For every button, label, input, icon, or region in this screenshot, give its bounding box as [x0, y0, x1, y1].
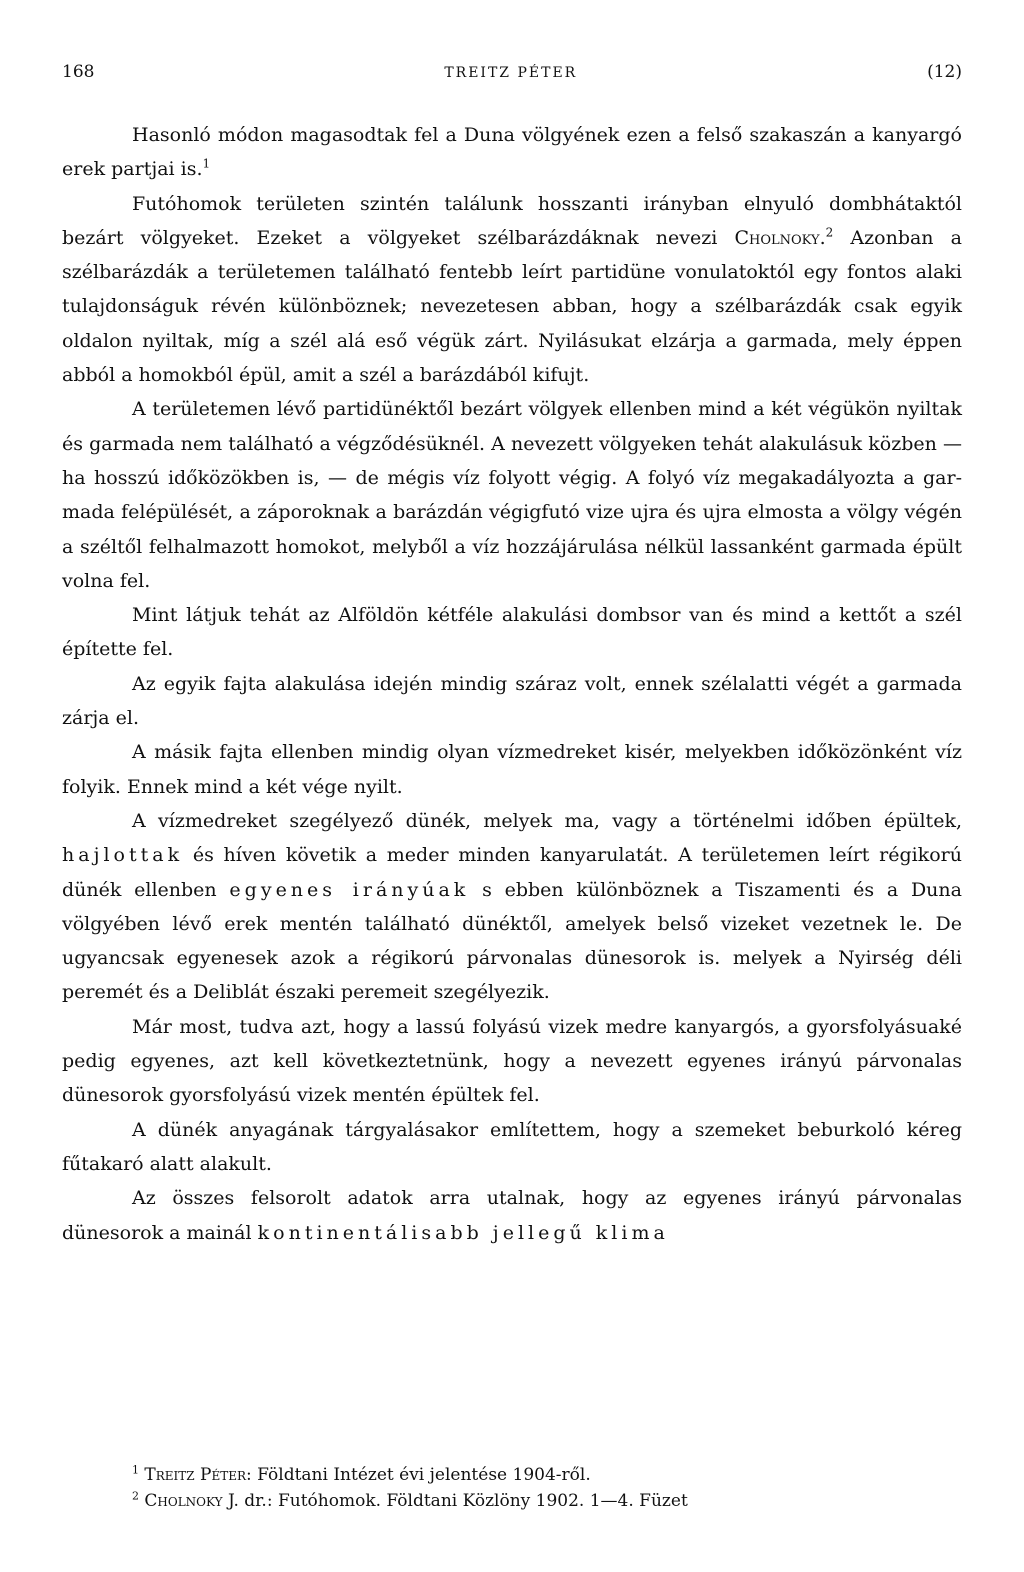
footnotes — [62, 1462, 962, 1514]
page-number: 168 — [62, 62, 95, 82]
paragraph-text: A vízmedreket szegélyező dünék, melyek ma, vagy a történelmi időben épültek, — [132, 809, 962, 832]
running-title: TREITZ PÉTER — [444, 65, 578, 81]
paragraph — [62, 118, 962, 187]
paragraph: Már most, tudva azt, hogy a lassú folyású vizek medre kanyargós, a gyorsfolyásuaké pedig egyenes, azt kell következtetnünk, hogy a nevezett egyenes irányú párvonalas dünesorok gyorsfolyású vizek mentén épültek fel. — [62, 1015, 962, 1107]
spaced-emphasis: kontinentálisabb jellegű klima — [257, 1221, 669, 1244]
paragraph-text: Hasonló módon magasodtak fel a Duna völgyének ezen a felső szakaszán a kanyargó erek partjai is. — [62, 124, 962, 181]
paragraph-text: Futóhomok területen szintén találunk hosszanti irányban elnyuló dombhátaktól bezárt völgyeket. Ezeket a völgyeket szélbarázdáknak nevezi — [62, 192, 962, 249]
footnote-author: Treitz Péter — [144, 1465, 247, 1485]
paragraph: A másik fajta ellenben mindig olyan vízmedreket kisér, melyekben időközönként víz folyik. Ennek mind a két vége nyilt. — [62, 741, 962, 798]
paragraph-text: Azonban a szélbarázdák a területemen található fentebb leírt partidüne vonulatoktól egy fontos alaki tulajdonságuk révén különböznek; nevezetesen abban, hogy a szélbarázdák csak egyik oldalon nyiltak, míg a szél alá eső végük zárt. Nyilásukat elzárja a garmada, mely éppen abból a homokból épül, amit a szél a barázdából kifujt. — [62, 226, 963, 387]
footnote-text: dr.: Futóhomok. Földtani Közlöny 1902. 1—4. Füzet — [238, 1491, 688, 1511]
paragraph — [62, 187, 962, 393]
paragraph-text: s ebben különböznek a Tiszamenti és a Duna völgyében lévő erek mentén található dünéktől, amelyek belső vizeket vezetnek le. De ugyancsak egyenesek azok a régikorú párvonalas dünesorok is. melyek a Nyirség déli peremét és a Deliblát északi peremeit szegélyezik. — [62, 878, 962, 1004]
footnote — [62, 1488, 962, 1514]
paragraph: A dünék anyagának tárgyalásakor említettem, hogy a szemeket beburkoló kéreg fűtakaró alatt alakult. — [62, 1118, 962, 1175]
author-name: Cholnoky. — [734, 226, 826, 249]
footnote-ref[interactable]: 2 — [825, 225, 834, 240]
footnote-mark: 1 — [132, 1463, 139, 1477]
paragraph: Az egyik fajta alakulása idején mindig száraz volt, ennek szélalatti végét a garmada zárja el. — [62, 672, 962, 730]
footnote-text: : Földtani Intézet évi jelentése 1904-ről. — [246, 1465, 591, 1485]
paragraph-text: Az összes felsorolt adatok arra utalnak, hogy az egyenes irányú párvonalas dünesorok a mainál — [62, 1187, 962, 1244]
body-text — [62, 118, 962, 1250]
paragraph: A területemen lévő partidünéktől bezárt völgyek ellenben mind a két végükön nyiltak és garmada nem található a végződésüknél. A nevezett völgyeken tehát alakulásuk közben — ha hosszú időközökben is, — de mégis víz folyott végig. A folyó víz megakadályozta a garmada felépülését, a záporoknak a barázdán végigfutó vize ujra és ujra elmosta a völgy végén a széltől felhalmazott homokot, melyből a víz hozzájárulása nélkül lassanként garmada épült volna fel. — [62, 398, 962, 592]
spaced-emphasis: egyenes irányúak — [229, 878, 470, 901]
spaced-emphasis: hajlottak — [62, 844, 184, 867]
section-number: (12) — [927, 62, 962, 82]
footnote-ref[interactable]: 1 — [202, 156, 211, 171]
paragraph: Mint látjuk tehát az Alföldön kétféle alakulási dombsor van és mind a kettőt a szél építette fel. — [62, 604, 962, 661]
running-head — [62, 62, 962, 90]
footnote — [62, 1462, 962, 1488]
footnote-author: Cholnoky J. — [144, 1491, 239, 1511]
paragraph — [62, 1181, 962, 1250]
paragraph — [62, 804, 962, 1010]
paragraph-text: és híven követik a meder minden kanyarulatát. A területemen leírt régikorú dünék ellenben — [62, 844, 962, 901]
footnote-mark: 2 — [132, 1489, 139, 1503]
